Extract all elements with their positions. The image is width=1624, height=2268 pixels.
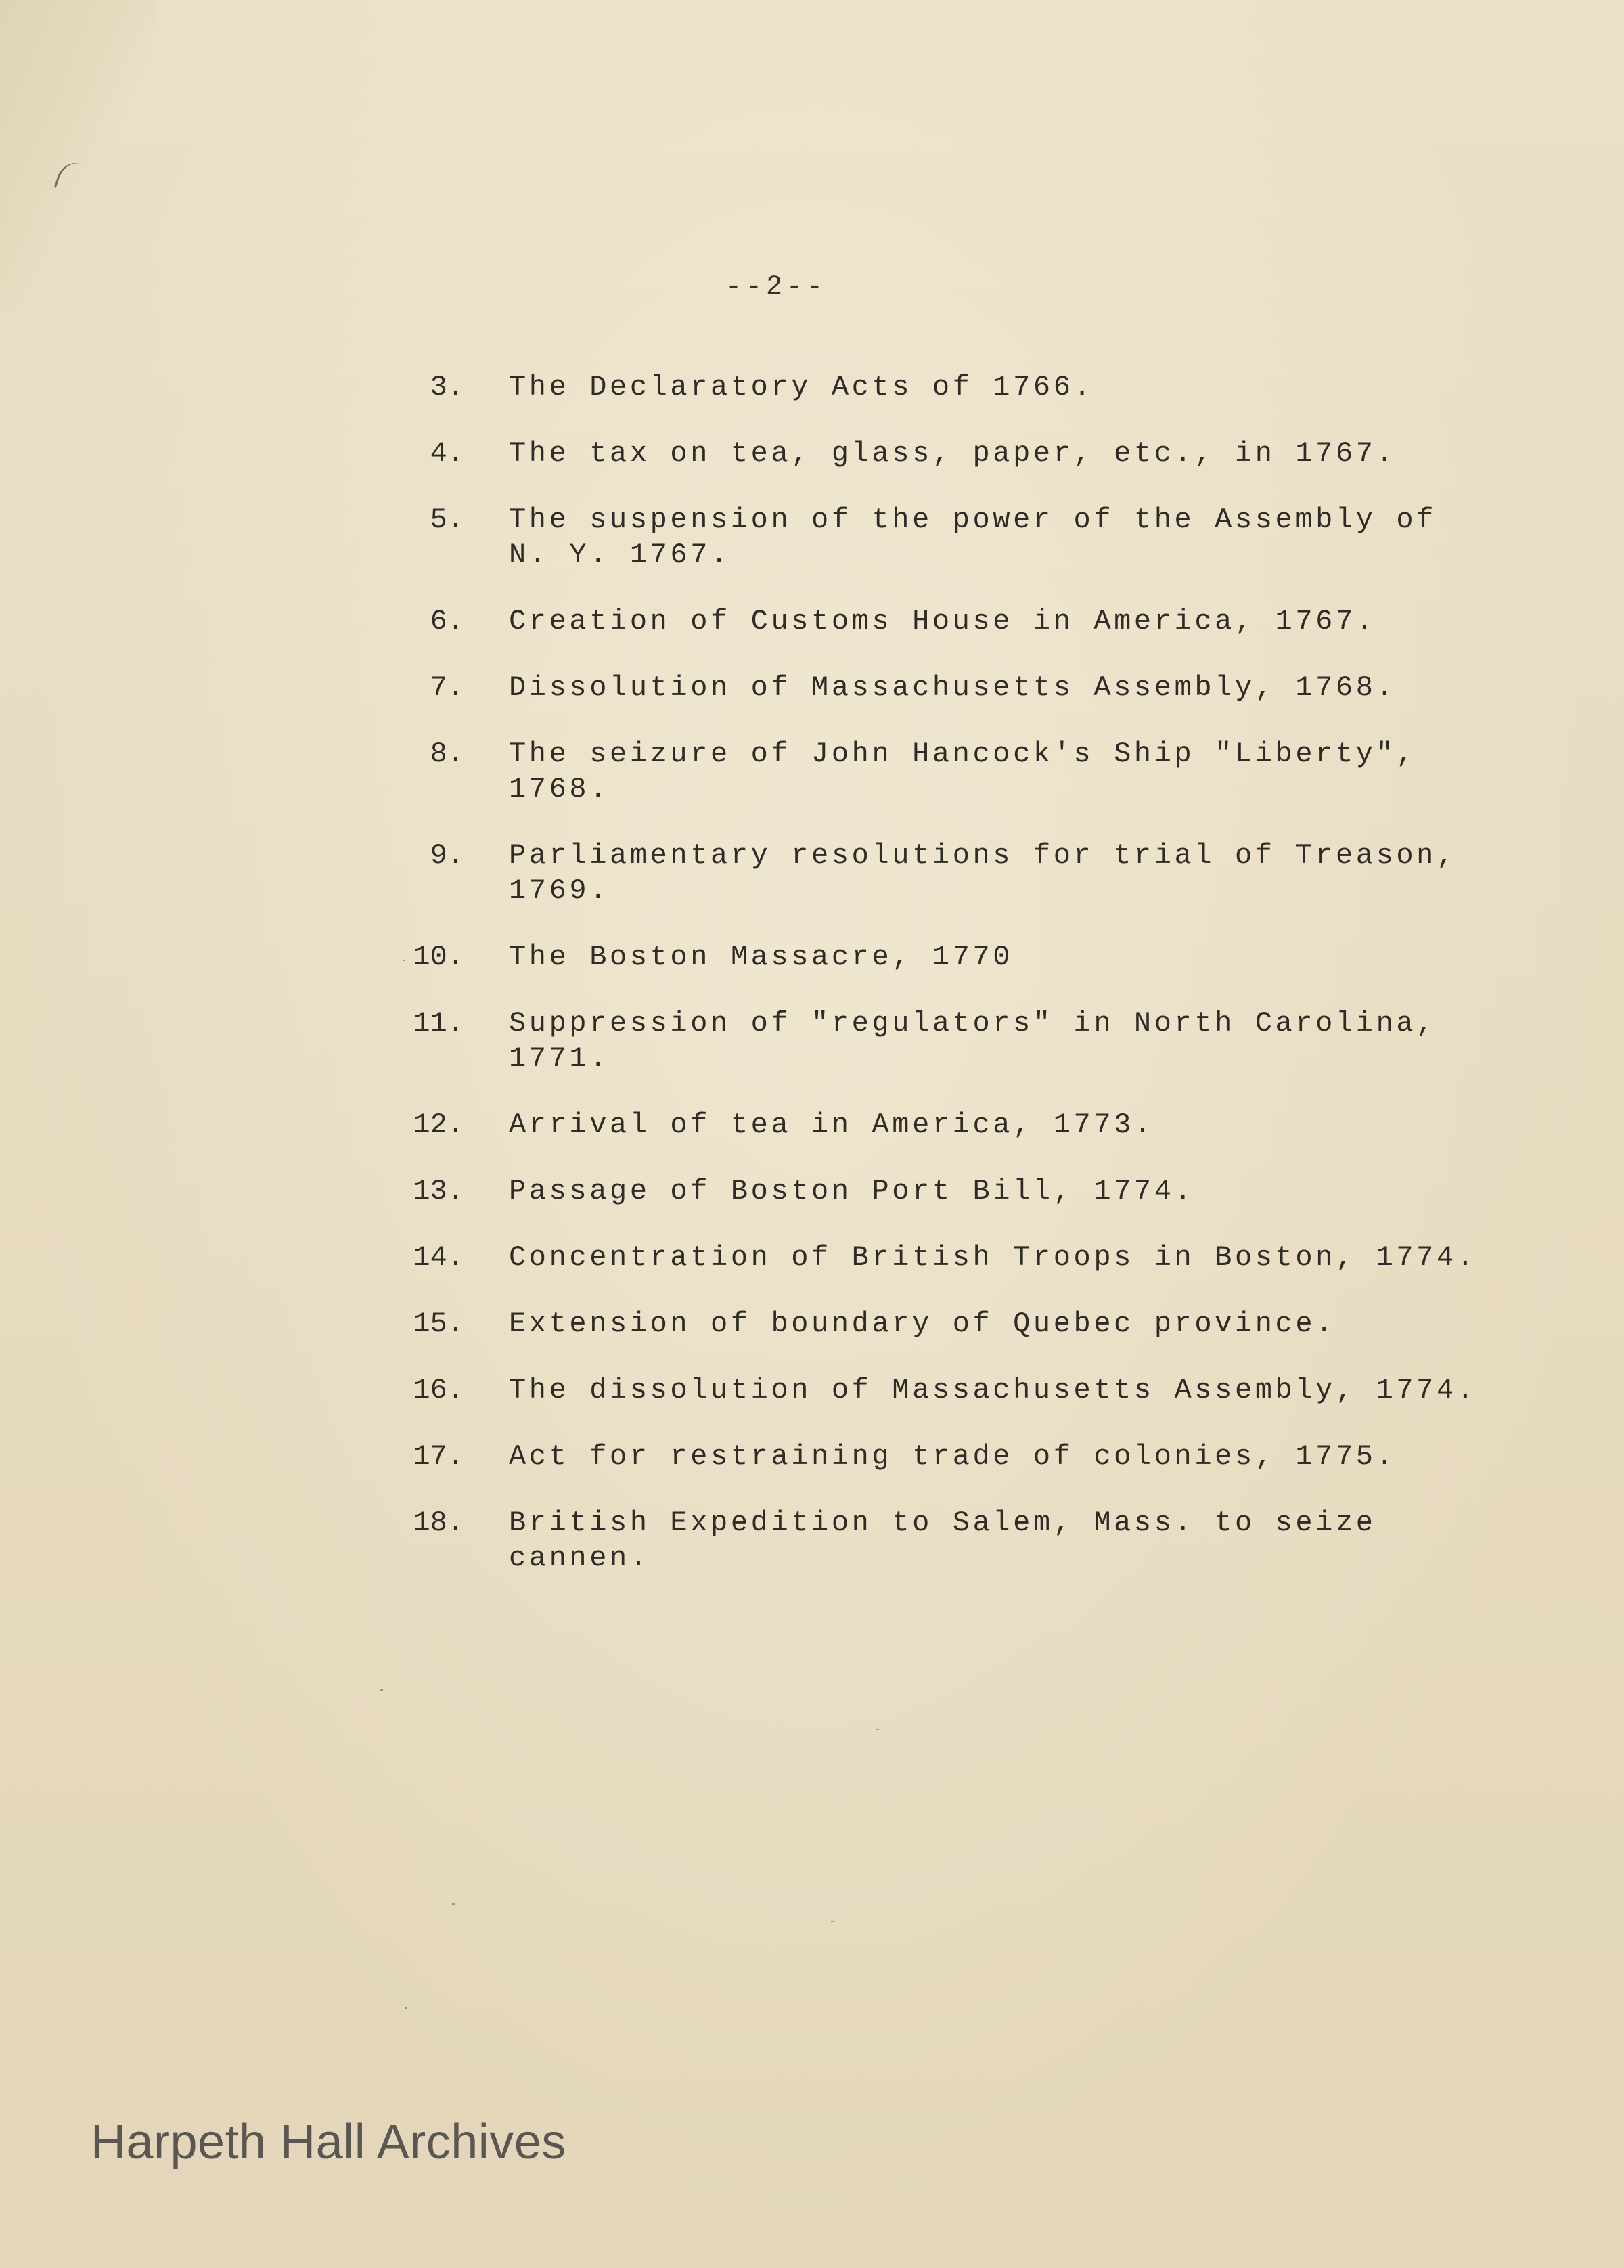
item-text: Extension of boundary of Quebec province. (509, 1308, 1336, 1340)
list-item (406, 370, 1516, 405)
page-number: --2-- (725, 272, 828, 303)
item-text: The seizure of John Hancock's Ship "Liberty", 1768. (509, 738, 1417, 805)
item-text: The Declaratory Acts of 1766. (509, 371, 1094, 403)
paper-speck (405, 2007, 407, 2009)
item-text: Act for restraining trade of colonies, 1775. (509, 1440, 1397, 1473)
item-text: Parliamentary resolutions for trial of Treason, 1769. (509, 839, 1457, 907)
item-text: The dissolution of Massachusetts Assembly, 1774. (509, 1374, 1477, 1406)
list-item (406, 436, 1516, 471)
list-item (406, 670, 1516, 705)
list-item (406, 1505, 1516, 1576)
item-number: 5. (430, 504, 464, 536)
list-item (406, 1107, 1516, 1142)
item-number: 3. (430, 371, 464, 403)
archive-watermark: Harpeth Hall Archives (91, 2115, 566, 2169)
list-item (406, 604, 1516, 639)
item-text: Creation of Customs House in America, 1767. (509, 605, 1376, 638)
list-item (406, 1439, 1516, 1474)
item-number: 12. (413, 1109, 464, 1141)
item-number: 7. (430, 671, 464, 704)
list-item (406, 1240, 1516, 1275)
item-number: 4. (430, 437, 464, 470)
paper-speck (452, 1903, 455, 1905)
paper-speck (403, 960, 405, 961)
item-text: Passage of Boston Port Bill, 1774. (509, 1175, 1195, 1207)
item-text: The tax on tea, glass, paper, etc., in 1767. (509, 437, 1397, 470)
item-text: Dissolution of Massachusetts Assembly, 1768. (509, 671, 1397, 704)
paper-speck (380, 1689, 383, 1691)
list-item (406, 1174, 1516, 1209)
item-number: 10. (413, 941, 464, 973)
item-number: 18. (413, 1507, 464, 1539)
paper-speck (831, 1921, 834, 1922)
list-item (406, 502, 1516, 573)
item-text: British Expedition to Salem, Mass. to seize cannen. (509, 1507, 1376, 1574)
item-list (406, 370, 1516, 1607)
page-corner-fold (0, 0, 156, 311)
item-number: 9. (430, 839, 464, 872)
list-item (406, 1006, 1516, 1076)
item-number: 16. (413, 1374, 464, 1406)
item-number: 11. (413, 1007, 464, 1040)
item-number: 8. (430, 738, 464, 770)
list-item (406, 838, 1516, 908)
item-number: 14. (413, 1241, 464, 1274)
item-number: 13. (413, 1175, 464, 1207)
item-text: Suppression of "regulators" in North Carolina, 1771. (509, 1007, 1437, 1075)
item-text: Concentration of British Troops in Boston, 1774. (509, 1241, 1477, 1274)
list-item (406, 1306, 1516, 1341)
item-text: The suspension of the power of the Assembly of N. Y. 1767. (509, 504, 1437, 571)
item-text: Arrival of tea in America, 1773. (509, 1109, 1154, 1141)
item-number: 6. (430, 605, 464, 638)
item-number: 17. (413, 1440, 464, 1473)
list-item (406, 1373, 1516, 1408)
item-number: 15. (413, 1308, 464, 1340)
item-text: The Boston Massacre, 1770 (509, 941, 1014, 973)
list-item (406, 939, 1516, 975)
paper-speck (876, 1729, 879, 1730)
list-item (406, 736, 1516, 807)
